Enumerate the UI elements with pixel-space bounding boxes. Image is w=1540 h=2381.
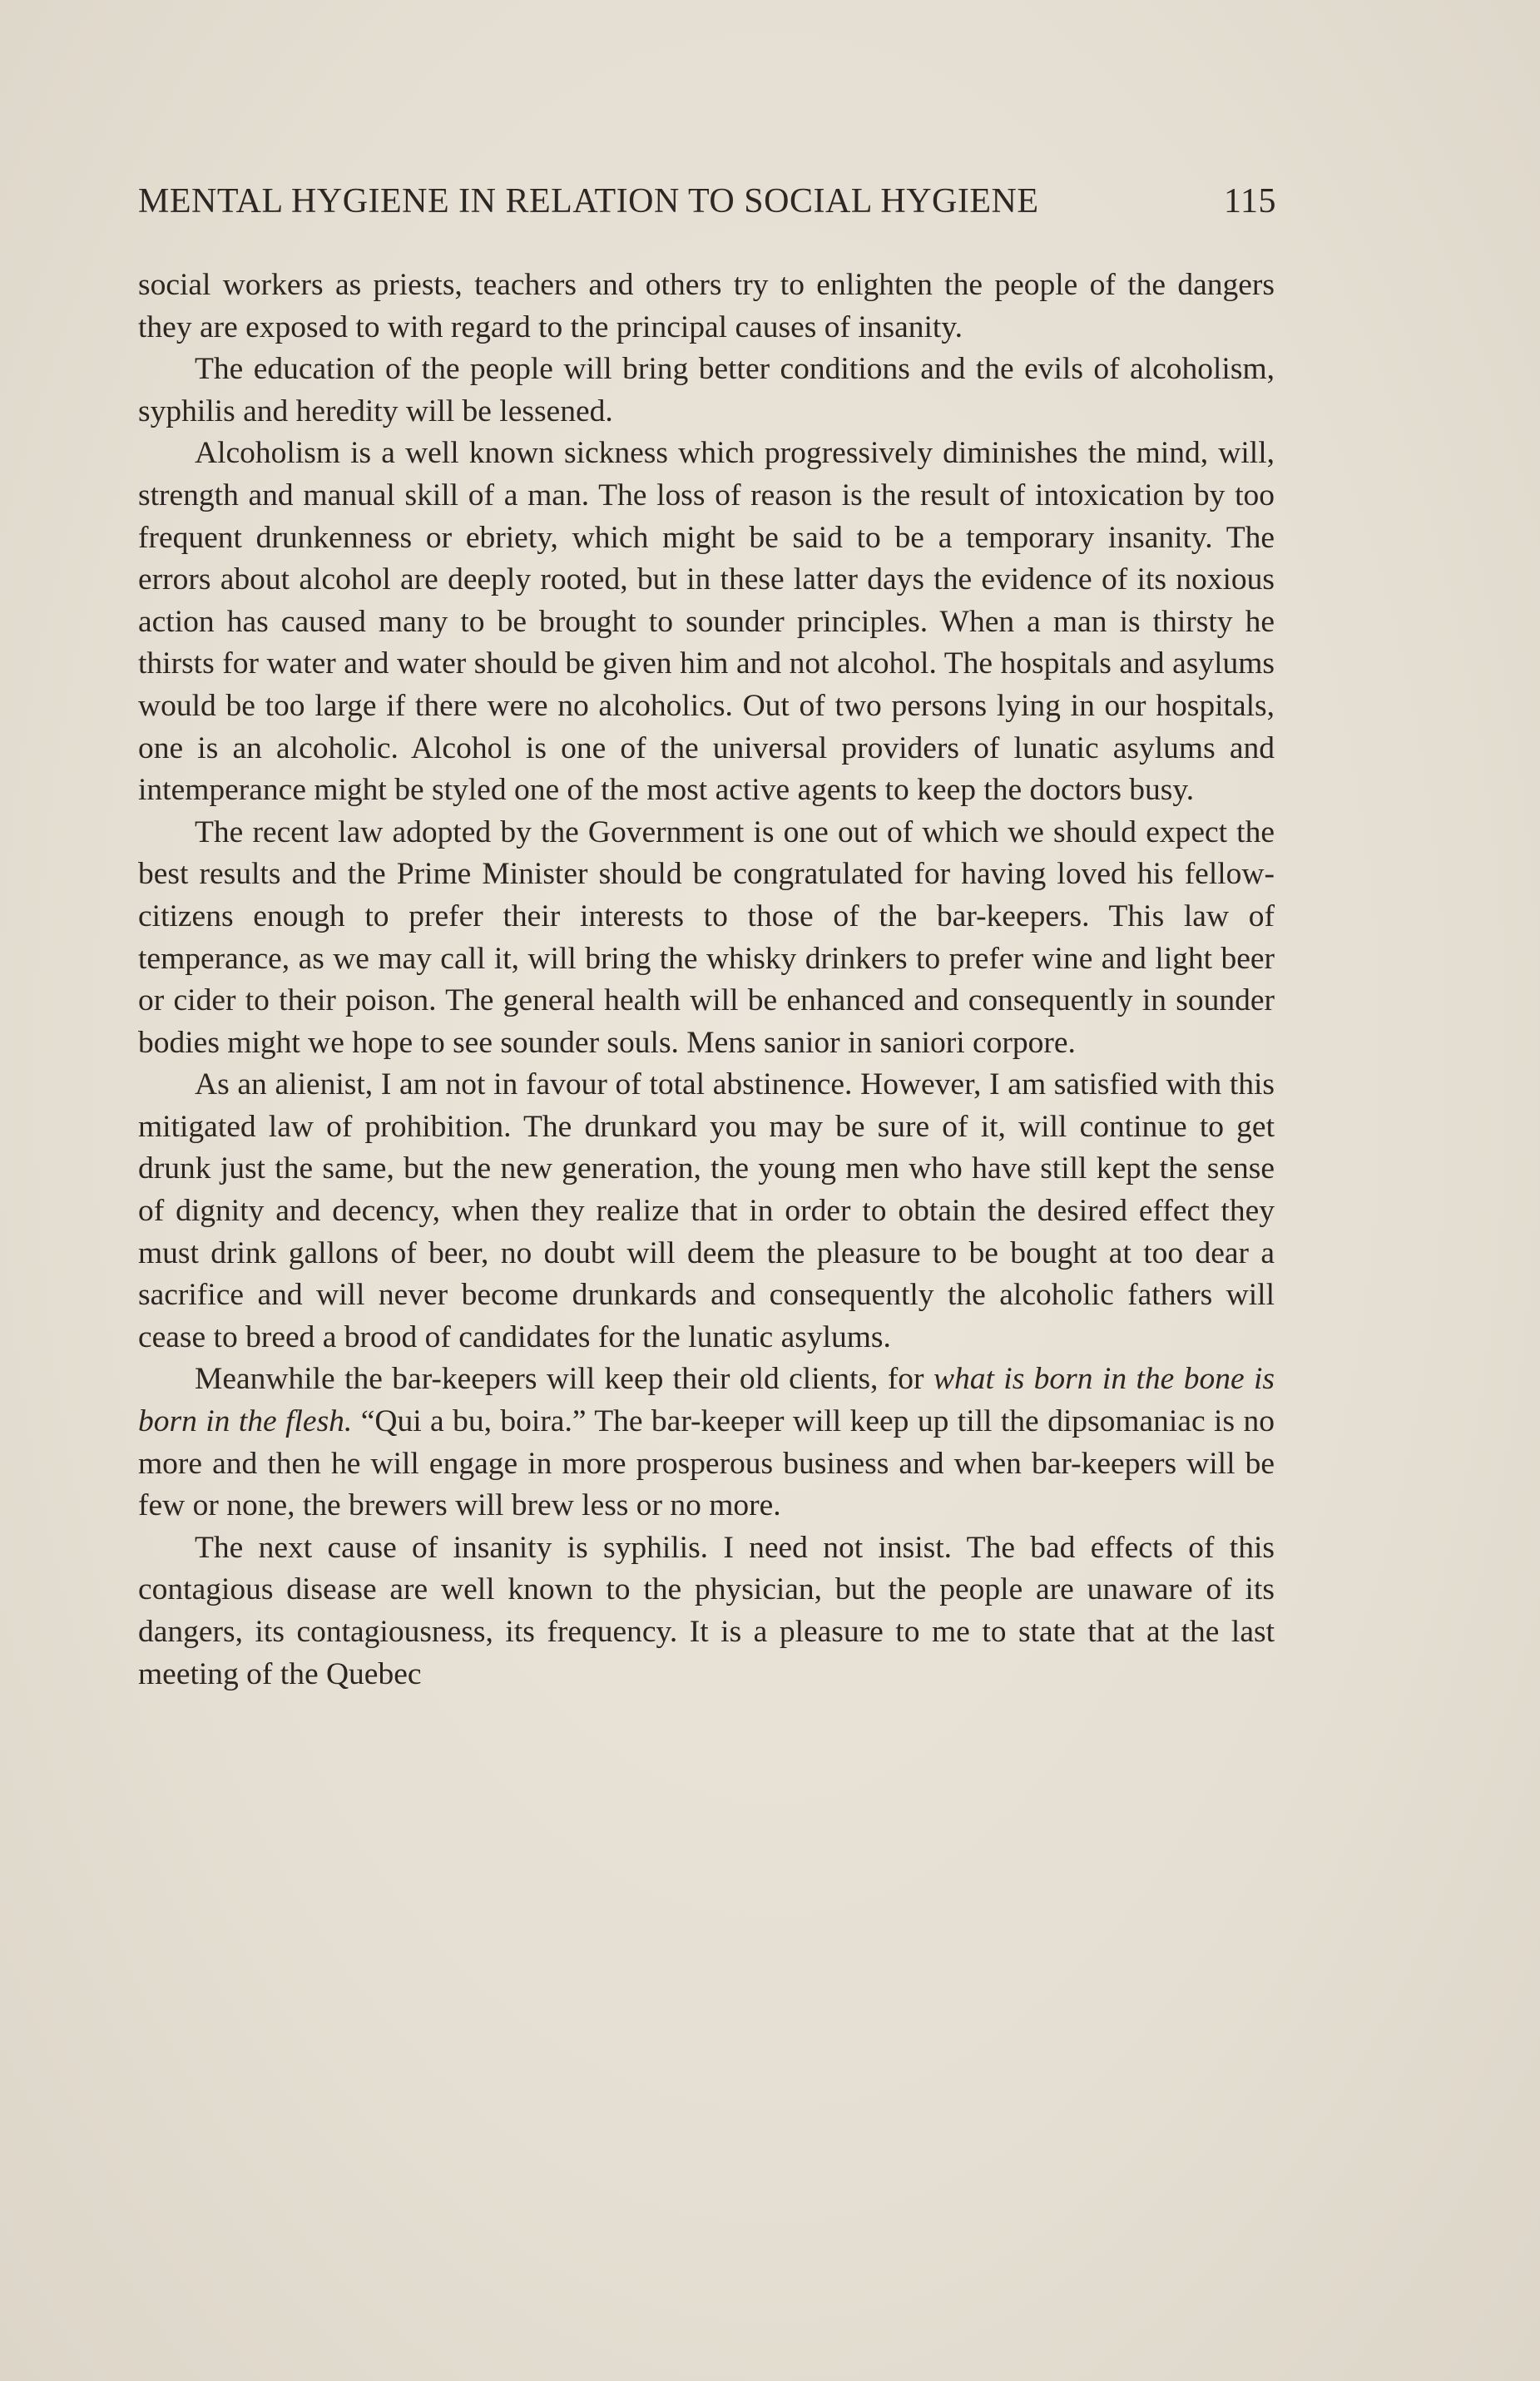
paragraph: social workers as priests, teachers and others try to enlighten the people of the dangers they are exposed to with regard to the principal causes of insanity. xyxy=(138,268,1275,344)
italic-proverb: what is born in the bone is born in the flesh. xyxy=(138,1362,1275,1439)
paragraph: As an alienist, I am not in favour of total abstinence. However, I am satisfied with this mitigated law of prohibition. The drunkard you may be sure of it, will continue to get drunk just the same, but the new generation, the young men who have still kept the sense of dignity and decency, when they realize that in order to obtain the desired effect they must drink gallons of beer, no doubt will deem the pleasure to be bought at too dear a sacrifice and will never become drunkards and consequently the alcoholic fathers will cease to breed a brood of candidates for the lunatic asylums. xyxy=(138,1067,1275,1354)
running-header xyxy=(138,181,1276,221)
paragraph-text: “Qui a bu, boira.” The bar-keeper will keep up till the dipsomaniac is no more and then he will engage in more prosperous business and when bar-keepers will be few or none, the brewers will brew less or no more. xyxy=(138,1404,1275,1523)
page-number: 115 xyxy=(1224,182,1276,220)
paragraph: The next cause of insanity is syphilis. I need not insist. The bad effects of this contagious disease are well known to the physician, but the people are unaware of its dangers, its contagiousness, its frequency. It is a pleasure to me to state that at the last meeting of the Quebec xyxy=(138,1530,1275,1691)
paragraph: The education of the people will bring better conditions and the evils of alcoholism, syphilis and heredity will be lessened. xyxy=(138,352,1275,428)
paragraph xyxy=(138,1359,1275,1527)
paragraph-text: Meanwhile the bar-keepers will keep their old clients, for xyxy=(195,1362,933,1397)
running-title: MENTAL HYGIENE IN RELATION TO SOCIAL HYGIENE xyxy=(138,182,1039,220)
paragraph: Alcoholism is a well known sickness which progressively diminishes the mind, will, strength and manual skill of a man. The loss of reason is the result of intoxication by too frequent drunkenness or ebriety, which might be said to be a temporary insanity. The errors about alcohol are deeply rooted, but in these latter days the evidence of its noxious action has caused many to be brought to sounder principles. When a man is thirsty he thirsts for water and water should be given him and not alcohol. The hospitals and asylums would be too large if there were no alcoholics. Out of two persons lying in our hospitals, one is an alcoholic. Alcohol is one of the universal providers of lunatic asylums and intemperance might be styled one of the most active agents to keep the doctors busy. xyxy=(138,436,1275,808)
body-text xyxy=(138,265,1275,1695)
paragraph: The recent law adopted by the Government is one out of which we should expect the best results and the Prime Minister should be congratulated for having loved his fellow-citizens enough to prefer their interests to those of the bar-keepers. This law of temperance, as we may call it, will bring the whisky drinkers to prefer wine and light beer or cider to their poison. The general health will be enhanced and consequently in sounder bodies might we hope to see sounder souls. Mens sanior in saniori corpore. xyxy=(138,814,1275,1060)
